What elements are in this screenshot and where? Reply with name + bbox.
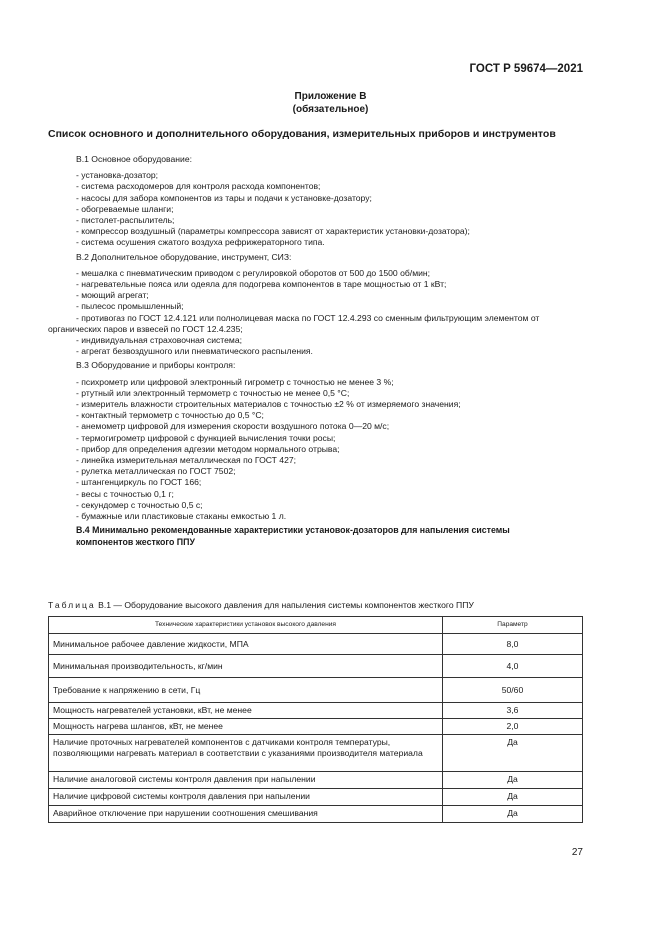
list-item: - весы с точностью 0,1 г;	[76, 488, 174, 499]
table-caption	[48, 600, 474, 610]
list-item: - система осушения сжатого воздуха рефрижераторного типа.	[76, 237, 325, 248]
table-cell: Мощность нагрева шлангов, кВт, не менее	[49, 719, 443, 735]
list-item: - пылесос промышленный;	[76, 301, 184, 312]
equipment-table	[48, 616, 583, 823]
list-item: - агрегат безвоздушного или пневматического распыления.	[76, 346, 313, 357]
list-item: - психрометр или цифровой электронный гигрометр с точностью не менее 3 %;	[76, 376, 394, 387]
b1-heading: В.1 Основное оборудование:	[76, 154, 192, 164]
list-item: - пистолет-распылитель;	[76, 215, 175, 226]
table-row	[49, 772, 583, 789]
table-caption-text: В.1 — Оборудование высокого давления для напыления системы компонентов жесткого ППУ	[95, 600, 474, 610]
table-cell: Аварийное отключение при нарушении соотношения смешивания	[49, 806, 443, 823]
b3-list	[48, 377, 588, 523]
table-cell: Минимальное рабочее давление жидкости, МПА	[49, 634, 443, 655]
list-item: - нагревательные пояса или одеяла для подогрева компонентов в таре мощностью от 1 кВт;	[76, 279, 447, 290]
table-cell: 8,0	[443, 634, 583, 655]
table-cell: Наличие аналоговой системы контроля давления при напылении	[49, 772, 443, 789]
section-title: Список основного и дополнительного оборудования, измерительных приборов и инструментов	[48, 128, 556, 140]
list-item: - прибор для определения адгезии методом нормального отрыва;	[76, 443, 340, 454]
document-body	[48, 154, 588, 548]
table-row	[49, 806, 583, 823]
table-row	[49, 703, 583, 719]
table-cell: Да	[443, 735, 583, 772]
list-item: - рулетка металлическая по ГОСТ 7502;	[76, 466, 236, 477]
table-cell: Да	[443, 789, 583, 806]
standard-number: ГОСТ Р 59674—2021	[469, 63, 583, 75]
list-item: - система расходомеров для контроля расхода компонентов;	[76, 181, 321, 192]
table-caption-label: Таблица	[48, 600, 96, 610]
table-cell: 3,6	[443, 703, 583, 719]
list-item: - анемометр цифровой для измерения скорости воздушного потока 0—20 м/с;	[76, 421, 390, 432]
table-row	[49, 634, 583, 655]
appendix-status: (обязательное)	[292, 104, 369, 115]
table-header-characteristics: Технические характеристики установок высокого давления	[49, 617, 443, 634]
table-row	[49, 789, 583, 806]
list-item: - штангенциркуль по ГОСТ 166;	[76, 477, 202, 488]
table-cell: Минимальная производительность, кг/мин	[49, 655, 443, 678]
list-item: - измеритель влажности строительных материалов с точностью ±2 % от измеряемого значения;	[76, 399, 461, 410]
b4-heading-line2: компонентов жесткого ППУ	[76, 536, 195, 547]
appendix-title: Приложение В	[294, 91, 367, 102]
table-cell: 4,0	[443, 655, 583, 678]
table-cell: Да	[443, 806, 583, 823]
b4-heading	[48, 525, 588, 548]
list-item: - установка-дозатор;	[76, 170, 159, 181]
table-cell: Наличие проточных нагревателей компонентов с датчиками контроля температуры, позволяющими нагревать материал в соответствии с указаниями производителя материала	[49, 735, 443, 772]
list-item: - секундомер с точностью 0,5 с;	[76, 499, 203, 510]
table-cell: Мощность нагревателей установки, кВт, не менее	[49, 703, 443, 719]
table-cell: Да	[443, 772, 583, 789]
list-item: - мешалка с пневматическим приводом с регулировкой оборотов от 500 до 1500 об/мин;	[76, 267, 431, 278]
list-item: - индивидуальная страховочная система;	[76, 335, 242, 346]
table-cell: 2,0	[443, 719, 583, 735]
list-item: - контактный термометр с точностью до 0,5 °С;	[76, 410, 264, 421]
b3-heading: В.3 Оборудование и приборы контроля:	[76, 360, 236, 371]
page-number: 27	[571, 847, 583, 858]
table-cell: Наличие цифровой системы контроля давления при напылении	[49, 789, 443, 806]
b1-list	[48, 170, 588, 248]
b2-heading: В.2 Дополнительное оборудование, инструмент, СИЗ:	[76, 251, 292, 262]
list-item: - противогаз по ГОСТ 12.4.121 или полнолицевая маска по ГОСТ 12.4.293 со сменным фильтрующим элементом от органических паров и взвесей по ГОСТ 12.4.235;	[48, 312, 540, 334]
list-item: - компрессор воздушный (параметры компрессора зависят от характеристик установки-дозатора);	[76, 226, 470, 237]
list-item: - линейка измерительная металлическая по ГОСТ 427;	[76, 455, 297, 466]
list-item: - термогигрометр цифровой с функцией вычисления точки росы;	[76, 432, 336, 443]
table-row	[49, 678, 583, 703]
list-item: - насосы для забора компонентов из тары и подачи к установке-дозатору;	[76, 192, 372, 203]
b4-heading-line1: В.4 Минимально рекомендованные характеристики установок-дозаторов для напыления системы	[76, 525, 510, 536]
table-row	[49, 735, 583, 772]
table-cell: Требование к напряжению в сети, Гц	[49, 678, 443, 703]
list-item: - моющий агрегат;	[76, 290, 149, 301]
list-item: - обогреваемые шланги;	[76, 203, 174, 214]
table-cell: 50/60	[443, 678, 583, 703]
table-header-parameter: Параметр	[443, 617, 583, 634]
table-header-row	[49, 617, 583, 634]
list-item: - ртутный или электронный термометр с точностью не менее 0,5 °С;	[76, 387, 350, 398]
table-row	[49, 655, 583, 678]
b2-list	[48, 268, 588, 358]
list-item: - бумажные или пластиковые стаканы емкостью 1 л.	[76, 511, 287, 522]
table-row	[49, 719, 583, 735]
